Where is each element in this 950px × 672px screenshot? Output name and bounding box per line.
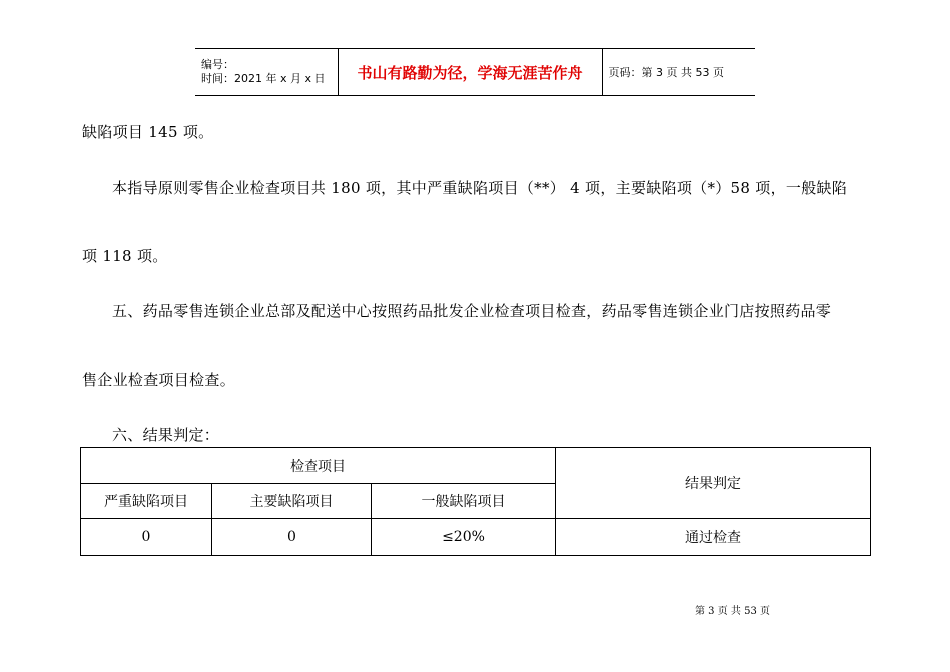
header-page-number: 页码：第 3 页 共 53 页 <box>602 49 755 96</box>
section-heading-results: 六、结果判定： <box>112 426 220 444</box>
cell-major-count: 0 <box>212 519 372 556</box>
body-line-4: 五、药品零售连锁企业总部及配送中心按照药品批发企业检查项目检查，药品零售连锁企业门店按照药品零 <box>112 302 832 320</box>
page-header <box>195 48 755 96</box>
header-severe-defects: 严重缺陷项目 <box>81 484 212 519</box>
document-number: 编号： <box>201 58 234 71</box>
body-line-1: 缺陷项目 145 项。 <box>82 123 214 141</box>
table-row <box>81 519 871 556</box>
body-line-3: 项 118 项。 <box>82 247 168 265</box>
header-inspection-items: 检查项目 <box>81 448 556 484</box>
body-line-2: 本指导原则零售企业检查项目共 180 项，其中严重缺陷项目（**） 4 项，主要缺陷项（*）58 项，一般缺陷 <box>112 179 848 197</box>
cell-severe-count: 0 <box>81 519 212 556</box>
header-major-defects: 主要缺陷项目 <box>212 484 372 519</box>
header-motto: 书山有路勤为径，学海无涯苦作舟 <box>338 49 602 96</box>
result-table <box>80 447 871 556</box>
header-info <box>195 49 338 96</box>
header-result: 结果判定 <box>556 448 871 519</box>
footer-page-number: 第 3 页 共 53 页 <box>695 606 770 617</box>
body-line-5: 售企业检查项目检查。 <box>82 371 236 389</box>
document-date: 时间：2021 年 x 月 x 日 <box>201 72 326 85</box>
cell-general-ratio: ≤20% <box>372 519 556 556</box>
header-general-defects: 一般缺陷项目 <box>372 484 556 519</box>
cell-result: 通过检查 <box>556 519 871 556</box>
